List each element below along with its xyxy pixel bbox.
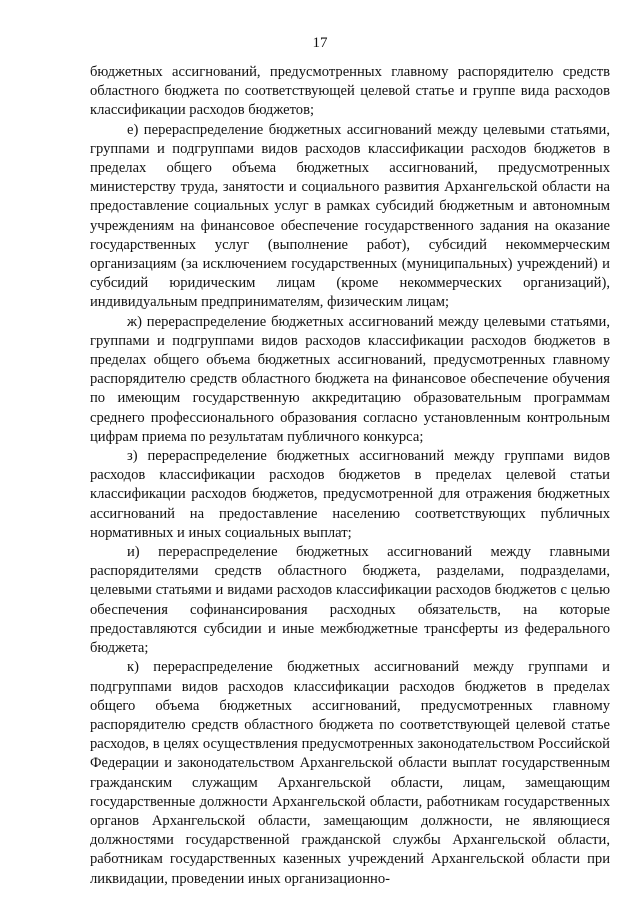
document-body [90, 63, 610, 889]
paragraph-item-e: е) перераспределение бюджетных ассигнований между целевыми статьями, группами и подгруппами видов расходов классификации расходов бюджетов в пределах общего объема бюджетных ассигнований, предусмотренных министерству труда, занятости и социального развития Архангельской области на предоставление социальных услуг в рамках субсидий бюджетным и автономным учреждениям на финансовое обеспечение государственного задания на оказание государственных услуг (выполнение работ), субсидий некоммерческим организациям (за исключением государственных (муниципальных) учреждений) и субсидий юридическим лицам (кроме некоммерческих организаций), индивидуальным предпринимателям, физическим лицам; [90, 121, 610, 311]
page-number: 17 [312, 35, 328, 51]
paragraph-item-k: к) перераспределение бюджетных ассигнований между группами и подгруппами видов расходов классификации расходов бюджетов в пределах общего объема бюджетных ассигнований, предусмотренных главному распорядителю средств областного бюджета по соответствующей целевой статье расходов, в целях осуществления предусмотренных законодательством Российской Федерации и законодательством Архангельской области выплат государственным гражданским служащим Архангельской области, лицам, замещающим государственные должности Архангельской области, работникам государственных органов Архангельской области, замещающим должности, не являющиеся должностями государственной гражданской службы Архангельской области, работникам государственных казенных учреждений Архангельской области при ликвидации, проведении иных организационно- [90, 659, 610, 887]
paragraph-item-z: з) перераспределение бюджетных ассигнований между группами видов расходов классификации расходов бюджетов в пределах целевой статьи классификации расходов бюджетов, предусмотренной для отражения бюджетных ассигнований на предоставление населению соответствующих публичных нормативных и иных социальных выплат; [90, 448, 610, 541]
paragraph-item-zh: ж) перераспределение бюджетных ассигнований между целевыми статьями, группами и подгруппами видов расходов классификации расходов бюджетов в пределах общего объема бюджетных ассигнований, предусмотренных главному распорядителю средств областного бюджета на финансовое обеспечение обучения по имеющим государственную аккредитацию образовательным программам среднего профессионального образования согласно установленным контрольным цифрам приема по результатам публичного конкурса; [90, 313, 610, 445]
paragraph-item-i: и) перераспределение бюджетных ассигнований между главными распорядителями средств областного бюджета, разделами, подразделами, целевыми статьями и видами расходов классификации расходов бюджетов с целью обеспечения софинансирования расходных обязательств, на которые предоставляются субсидии и иные межбюджетные трансферты из федерального бюджета; [90, 544, 610, 657]
paragraph-continuation: бюджетных ассигнований, предусмотренных главному распорядителю средств областного бюджета по соответствующей целевой статье и группе вида расходов классификации расходов бюджетов; [90, 64, 610, 119]
